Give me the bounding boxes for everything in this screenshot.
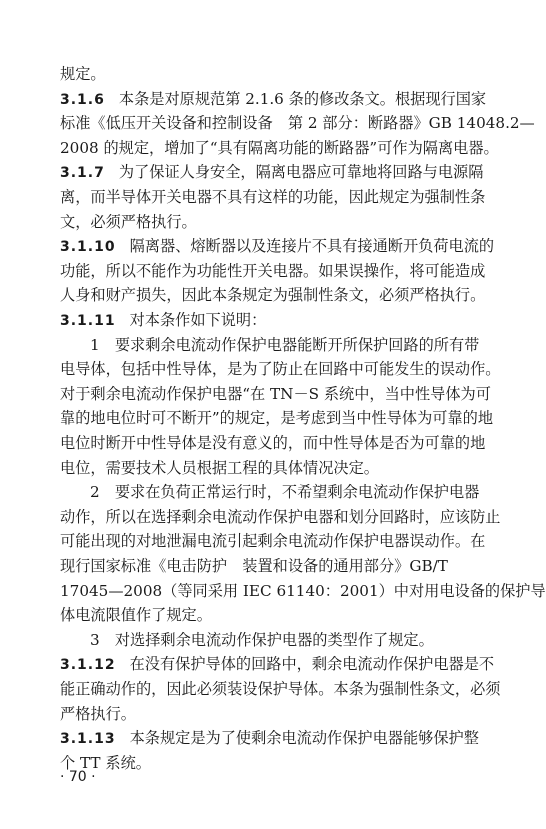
- line-text: 电位时断开中性导体是没有意义的，而中性导体是否为可靠的地: [60, 434, 486, 452]
- line-text: 本条是对原规范第 2.1.6 条的修改条文。根据现行国家: [118, 89, 487, 108]
- clause-line: [60, 234, 495, 259]
- clause-number: 3.1.12: [60, 657, 116, 674]
- text-line: [60, 357, 501, 382]
- text-line: [90, 480, 510, 505]
- line-text: 功能，所以不能作为功能性开关电器。如果误操作，将可能造成: [60, 261, 486, 280]
- line-text: 2 要求在负荷正常运行时，不希望剩余电流动作保护电器: [90, 483, 480, 502]
- clause-line: [60, 308, 480, 333]
- line-text: 离，而半导体开关电器不具有这样的功能，因此规定为强制性条: [60, 188, 486, 206]
- clause-number: 3.1.7: [60, 165, 105, 182]
- line-text: 1 要求剩余电流动作保护电器能断开所保护回路的所有带: [90, 335, 480, 354]
- line-text: 3 对选择剩余电流动作保护电器的类型作了规定。: [90, 630, 434, 649]
- text-line: [60, 111, 535, 136]
- page-number: · 70 ·: [60, 769, 96, 785]
- line-text: 电位，需要技术人员根据工程的具体情况决定。: [60, 458, 379, 477]
- line-text: 电导体，包括中性导体，是为了防止在回路中可能发生的误动作。: [60, 360, 501, 379]
- text-line: [60, 62, 480, 87]
- line-text: 为了保证人身安全，隔离电器应可靠地将回路与电源隔: [118, 163, 484, 182]
- line-text: 可能出现的对地泄漏电流引起剩余电流动作保护电器误动作。在: [60, 532, 486, 551]
- clause-line: [60, 652, 495, 677]
- line-text: 文，必须严格执行。: [60, 212, 197, 231]
- line-text: 规定。: [60, 65, 106, 83]
- text-line: [60, 283, 486, 308]
- line-text: 2008 的规定，增加了“具有隔离功能的断路器”可作为隔离电器。: [60, 138, 499, 157]
- text-line: [60, 431, 486, 456]
- text-line: [60, 382, 491, 407]
- line-text: 17045—2008（等同采用 IEC 61140：2001）中对用电设备的保护导: [60, 581, 546, 600]
- text-line: [60, 456, 480, 481]
- line-text: 严格执行。: [60, 704, 136, 723]
- text-line: [60, 702, 480, 727]
- text-line: [60, 554, 480, 579]
- clause-number: 3.1.11: [60, 313, 116, 329]
- text-line: [60, 136, 499, 161]
- text-line: [60, 406, 494, 431]
- text-line: [60, 579, 546, 604]
- text-line: [60, 529, 486, 554]
- clause-line: [60, 726, 480, 751]
- line-text: 能正确动作的，因此必须装设保护导体。本条为强制性条文，必须: [60, 680, 501, 698]
- text-line: [60, 505, 501, 530]
- line-text: 体电流限值作了规定。: [60, 606, 212, 625]
- clause-line: [60, 87, 487, 112]
- clause-number: 3.1.10: [60, 239, 116, 256]
- clause-number: 3.1.13: [60, 731, 116, 748]
- line-text: 标准《低压开关设备和控制设备 第 2 部分：断路器》GB 14048.2—: [60, 114, 535, 133]
- line-text: 现行国家标准《电击防护 装置和设备的通用部分》GB/T: [60, 557, 448, 575]
- line-text: 对于剩余电流动作保护电器“在 TN－S 系统中，当中性导体为可: [60, 384, 491, 403]
- line-text: 人身和财产损失，因此本条规定为强制性条文，必须严格执行。: [60, 286, 486, 305]
- text-line: [60, 751, 480, 776]
- clause-number: 3.1.6: [60, 91, 105, 108]
- text-line: [90, 628, 510, 653]
- text-line: [60, 259, 486, 284]
- line-text: 隔离器、熔断器以及连接片不具有接通断开负荷电流的: [129, 237, 495, 256]
- line-text: 靠的地电位时可不断开”的规定，是考虑到当中性导体为可靠的地: [60, 409, 494, 428]
- line-text: 在没有保护导体的回路中，剩余电流动作保护电器是不: [129, 655, 495, 674]
- text-line: [60, 603, 480, 628]
- text-line: [60, 677, 501, 702]
- line-text: 个 TT 系统。: [60, 753, 151, 772]
- line-text: 对本条作如下说明：: [129, 311, 267, 329]
- text-line: [60, 210, 480, 235]
- line-text: 动作，所以在选择剩余电流动作保护电器和划分回路时，应该防止: [60, 507, 501, 526]
- line-text: 本条规定是为了使剩余电流动作保护电器能够保护整: [129, 729, 479, 748]
- text-line: [90, 333, 510, 358]
- clause-line: [60, 160, 484, 185]
- text-line: [60, 185, 486, 210]
